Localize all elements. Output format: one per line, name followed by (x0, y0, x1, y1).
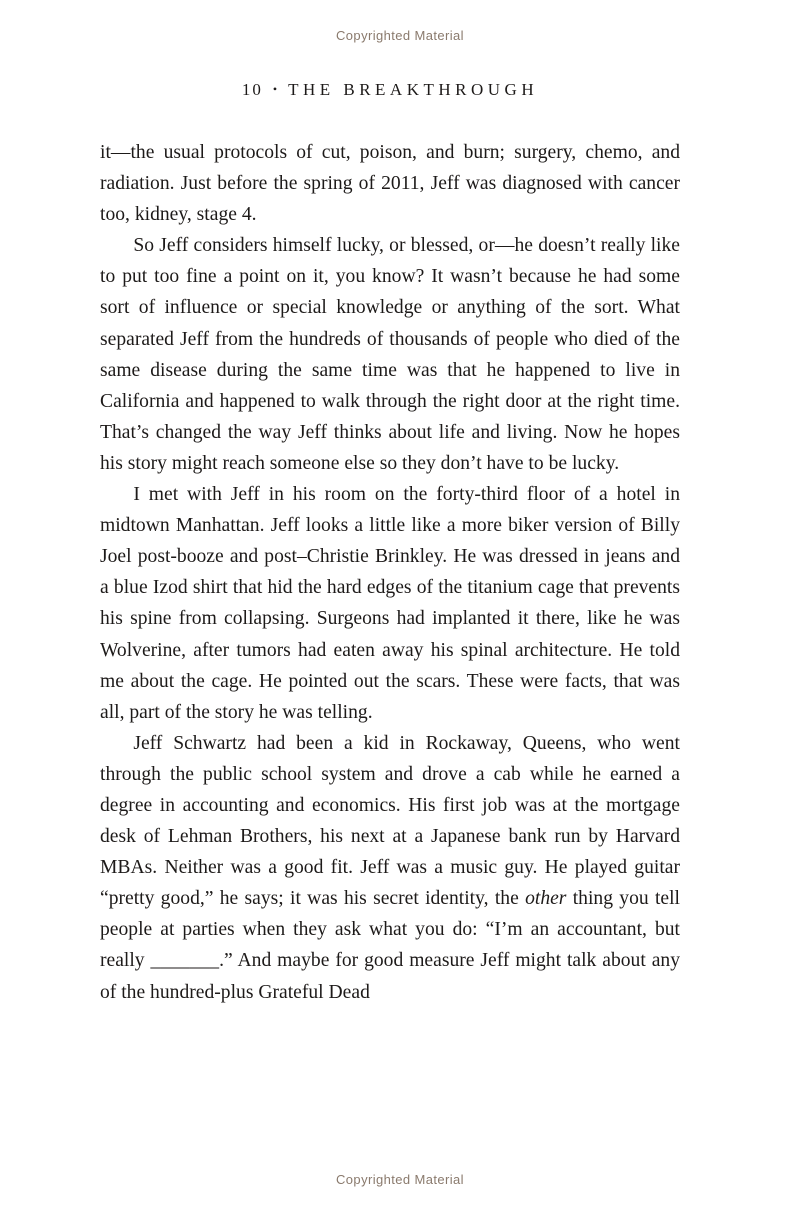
paragraph (100, 728, 680, 1008)
page-number: 10 (241, 80, 263, 99)
copyright-notice-bottom: Copyrighted Material (336, 1172, 464, 1187)
paragraph (100, 137, 680, 230)
running-head (100, 80, 680, 100)
paragraph (100, 479, 680, 728)
body-text-segment: thing you tell people at parties when they ask what you do: “I’m an accountant, but really _______.” And maybe for good measure Jeff might talk about any of the hundred-plus Grateful Dead (100, 888, 680, 1003)
paragraph (100, 230, 680, 479)
body-text-segment: it—the usual protocols of cut, poison, and burn; surgery, chemo, and radiation. Just before the spring of 2011, Jeff was diagnosed with cancer too, kidney, stage 4. (100, 142, 680, 226)
italic-text: other (525, 888, 567, 910)
body-text-segment: I met with Jeff in his room on the forty-third floor of a hotel in midtown Manhattan. Jeff looks a little like a more biker version of Billy Joel post-booze and post–Christie Brinkley. He was dressed in jeans and a blue Izod shirt that hid the hard edges of the titanium cage that prevents his spine from collapsing. Surgeons had implanted it there, like he was Wolverine, after tumors had eaten away his spinal architecture. He told me about the cage. He pointed out the scars. These were facts, that was all, part of the story he was telling. (100, 484, 680, 723)
body-text-segment: So Jeff considers himself lucky, or blessed, or—he doesn’t really like to put too fine a point on it, you know? It wasn’t because he had some sort of influence or special knowledge or anything of the sort. What separated Jeff from the hundreds of thousands of people who died of the same disease during the same time was that he happened to live in California and happened to walk through the right door at the right time. That’s changed the way Jeff thinks about life and living. Now he hopes his story might reach someone else so they don’t have to be lucky. (100, 235, 680, 474)
body-text (100, 137, 680, 1008)
book-title: THE BREAKTHROUGH (288, 80, 539, 99)
copyright-notice-top: Copyrighted Material (336, 28, 464, 43)
body-text-segment: Jeff Schwartz had been a kid in Rockaway, Queens, who went through the public school system and drove a cab while he earned a degree in accounting and economics. His first job was at the mortgage desk of Lehman Brothers, his next at a Japanese bank run by Harvard MBAs. Neither was a good fit. Jeff was a music guy. He played guitar “pretty good,” he says; it was his secret identity, the (100, 732, 680, 910)
header-separator-icon: • (272, 82, 279, 96)
